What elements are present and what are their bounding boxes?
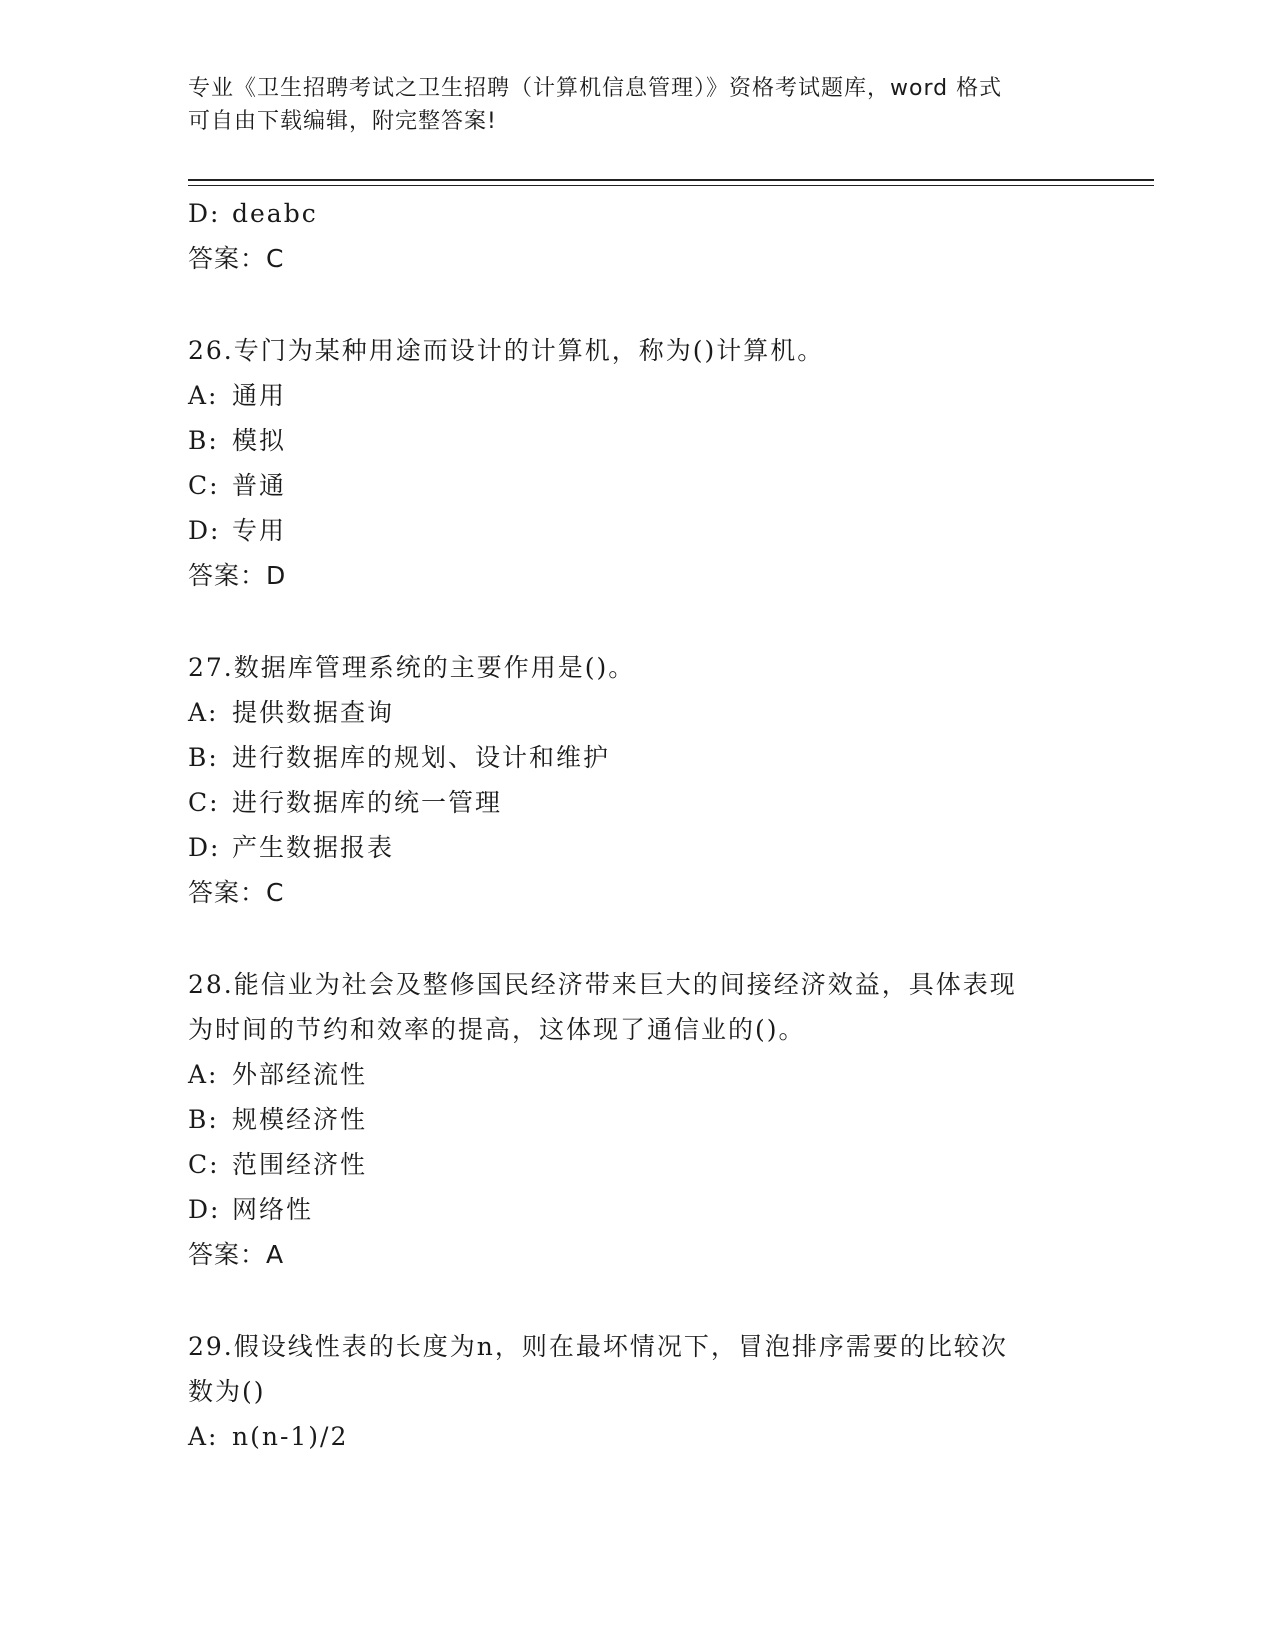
option-text: 普通: [232, 471, 287, 500]
question-stem-line-2: 数为(): [188, 1377, 266, 1406]
question-28: [188, 962, 1088, 1277]
option-text: deabc: [232, 199, 318, 228]
option-letter: D:: [188, 1195, 221, 1224]
question-stem-line-2: 为时间的节约和效率的提高，这体现了通信业的()。: [188, 1015, 806, 1044]
question-list: [188, 191, 1088, 1459]
option-a: [188, 1052, 1088, 1097]
option-text: 规模经济性: [232, 1105, 368, 1134]
option-d: [188, 508, 1088, 553]
option-letter: C:: [188, 471, 220, 500]
option-text: 范围经济性: [232, 1150, 368, 1179]
option-letter: D:: [188, 199, 221, 228]
option-text: 产生数据报表: [232, 833, 395, 862]
option-text: 提供数据查询: [232, 698, 395, 727]
option-text: 通用: [232, 381, 287, 410]
question-stem: 27.数据库管理系统的主要作用是()。: [188, 653, 636, 682]
header-line-1: 专业《卫生招聘考试之卫生招聘（计算机信息管理）》资格考试题库，word 格式: [188, 76, 1003, 101]
option-text: 模拟: [232, 426, 287, 455]
question-27: [188, 645, 1088, 915]
option-d: [188, 825, 1088, 870]
option-letter: B:: [188, 743, 219, 772]
header-rule-thin: [188, 185, 1154, 186]
option-letter: D:: [188, 833, 221, 862]
option-a: [188, 1414, 1088, 1459]
document-header: [188, 72, 1088, 138]
answer-line: 答案：C: [188, 244, 285, 273]
question-stem: 26.专门为某种用途而设计的计算机，称为()计算机。: [188, 336, 825, 365]
option-text: n(n-1)/2: [232, 1422, 349, 1451]
header-line-2: 可自由下载编辑，附完整答案!: [188, 109, 497, 134]
option-c: [188, 463, 1088, 508]
answer-line: 答案：D: [188, 561, 287, 590]
option-c: [188, 780, 1088, 825]
option-letter: C:: [188, 1150, 220, 1179]
option-a: [188, 373, 1088, 418]
header-rule-thick: [188, 179, 1154, 181]
answer-line: 答案：A: [188, 1240, 285, 1269]
option-c: [188, 1142, 1088, 1187]
option-text: 进行数据库的统一管理: [232, 788, 503, 817]
option-letter: D:: [188, 516, 221, 545]
question-29: [188, 1324, 1088, 1459]
option-letter: B:: [188, 426, 219, 455]
question-26: [188, 328, 1088, 598]
option-text: 外部经流性: [232, 1060, 368, 1089]
option-letter: A:: [188, 698, 219, 727]
answer-line: 答案：C: [188, 878, 285, 907]
option-letter: C:: [188, 788, 220, 817]
option-letter: A:: [188, 1060, 219, 1089]
option-d: [188, 191, 1088, 236]
option-a: [188, 690, 1088, 735]
option-text: 进行数据库的规划、设计和维护: [232, 743, 611, 772]
option-b: [188, 1097, 1088, 1142]
option-text: 网络性: [232, 1195, 314, 1224]
option-b: [188, 735, 1088, 780]
option-b: [188, 418, 1088, 463]
question-stem-line-1: 29.假设线性表的长度为n，则在最坏情况下，冒泡排序需要的比较次: [188, 1332, 1008, 1361]
option-letter: A:: [188, 1422, 219, 1451]
option-letter: B:: [188, 1105, 219, 1134]
question-stem-line-1: 28.能信业为社会及整修国民经济带来巨大的间接经济效益，具体表现: [188, 970, 1017, 999]
option-text: 专用: [232, 516, 287, 545]
option-d: [188, 1187, 1088, 1232]
option-letter: A:: [188, 381, 219, 410]
